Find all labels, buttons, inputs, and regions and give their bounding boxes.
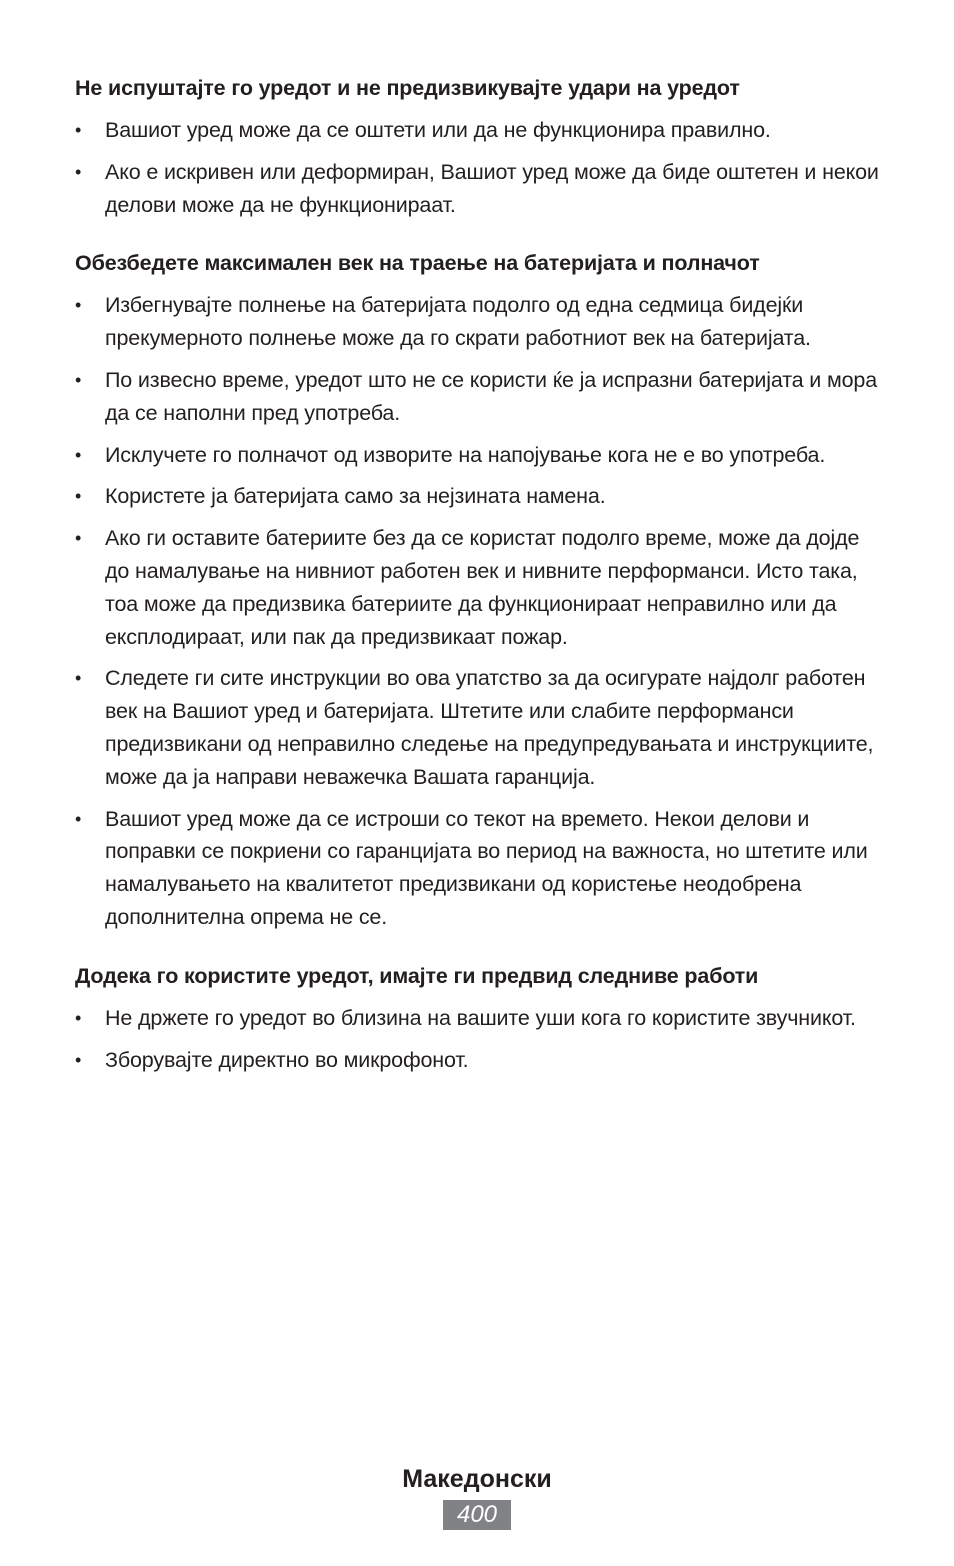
bullet-item [75,1002,887,1035]
section-heading: Обезбедете максимален век на траење на батеријата и полначот [75,251,760,276]
bullet-glyph: • [75,668,82,689]
bullet-item [75,114,887,147]
bullet-glyph: • [75,486,82,507]
bullet-item [75,364,887,430]
section-drop-warning [75,72,887,221]
footer-language-label: Македонски [402,1465,552,1493]
bullet-glyph: • [75,1007,82,1028]
bullet-glyph: • [75,528,82,549]
bullet-text: Вашиот уред може да се истроши со текот на времето. Некои делови и поправки се покриени со гаранцијата во период на важноста, но штетите или намалувањето на квалитетот предизвикани од користење неодобрена дополнителна опрема не се. [105,806,868,929]
bullet-text: Вашиот уред може да се оштети или да не функционира правилно. [105,118,771,142]
bullet-glyph: • [75,161,82,182]
section-usage-notes [75,960,887,1077]
bullet-list [75,289,887,933]
bullet-glyph: • [75,369,82,390]
bullet-text: Не држете го уредот во близина на вашите уши кога го користите звучникот. [105,1005,856,1030]
document-body [75,72,887,1102]
bullet-text: Ако ги оставите батериите без да се користат подолго време, може да дојде до намалување на нивниот работен век и нивните перформанси. Исто така, тоа може да предизвика батериите да функционираат неправилно или да експлодираат, или пак да предизвикаат пожар. [105,526,860,649]
bullet-glyph: • [75,1049,82,1070]
bullet-item [75,803,887,934]
page-number-badge: 400 [443,1500,511,1530]
section-heading: Не испуштајте го уредот и не предизвикувајте удари на уредот [75,76,740,100]
bullet-glyph: • [75,444,82,465]
bullet-list [75,1002,887,1077]
bullet-item [75,439,887,472]
bullet-item [75,1044,887,1077]
bullet-text: Ако е искривен или деформиран, Вашиот уред може да биде оштетен и некои делови може да не функционираат. [105,159,879,217]
bullet-item [75,662,887,793]
section-battery-life [75,247,887,933]
bullet-text: Зборувајте директно во микрофонот. [105,1047,469,1072]
bullet-text: Користете ја батеријата само за нејзината намена. [105,484,606,509]
page-footer [0,1462,954,1530]
bullet-glyph: • [75,295,82,316]
section-heading: Додека го користите уредот, имајте ги предвид следниве работи [75,963,759,988]
bullet-text: Исклучете го полначот од изворите на напојување кога не е во употреба. [105,442,826,467]
bullet-item [75,480,887,513]
bullet-list [75,114,887,221]
bullet-item [75,522,887,653]
bullet-glyph: • [75,120,82,140]
bullet-glyph: • [75,808,82,829]
bullet-text: Следете ги сите инструкции во ова упатство за да осигурате најдолг работен век на Вашиот уред и батеријата. Штетите или слабите перформанси предизвикани од неправилно следење на предупредувањата и инструкциите, може да ја направи неважечка Вашата гаранција. [105,666,874,789]
bullet-text: Избегнувајте полнење на батеријата подолго од една седмица бидејќи прекумерното полнење може да го скрати работниот век на батеријата. [105,293,811,351]
bullet-item [75,156,887,222]
bullet-text: По извесно време, уредот што не се користи ќе ја испразни батеријата и мора да се наполни пред употреба. [105,367,878,425]
bullet-item [75,289,887,355]
